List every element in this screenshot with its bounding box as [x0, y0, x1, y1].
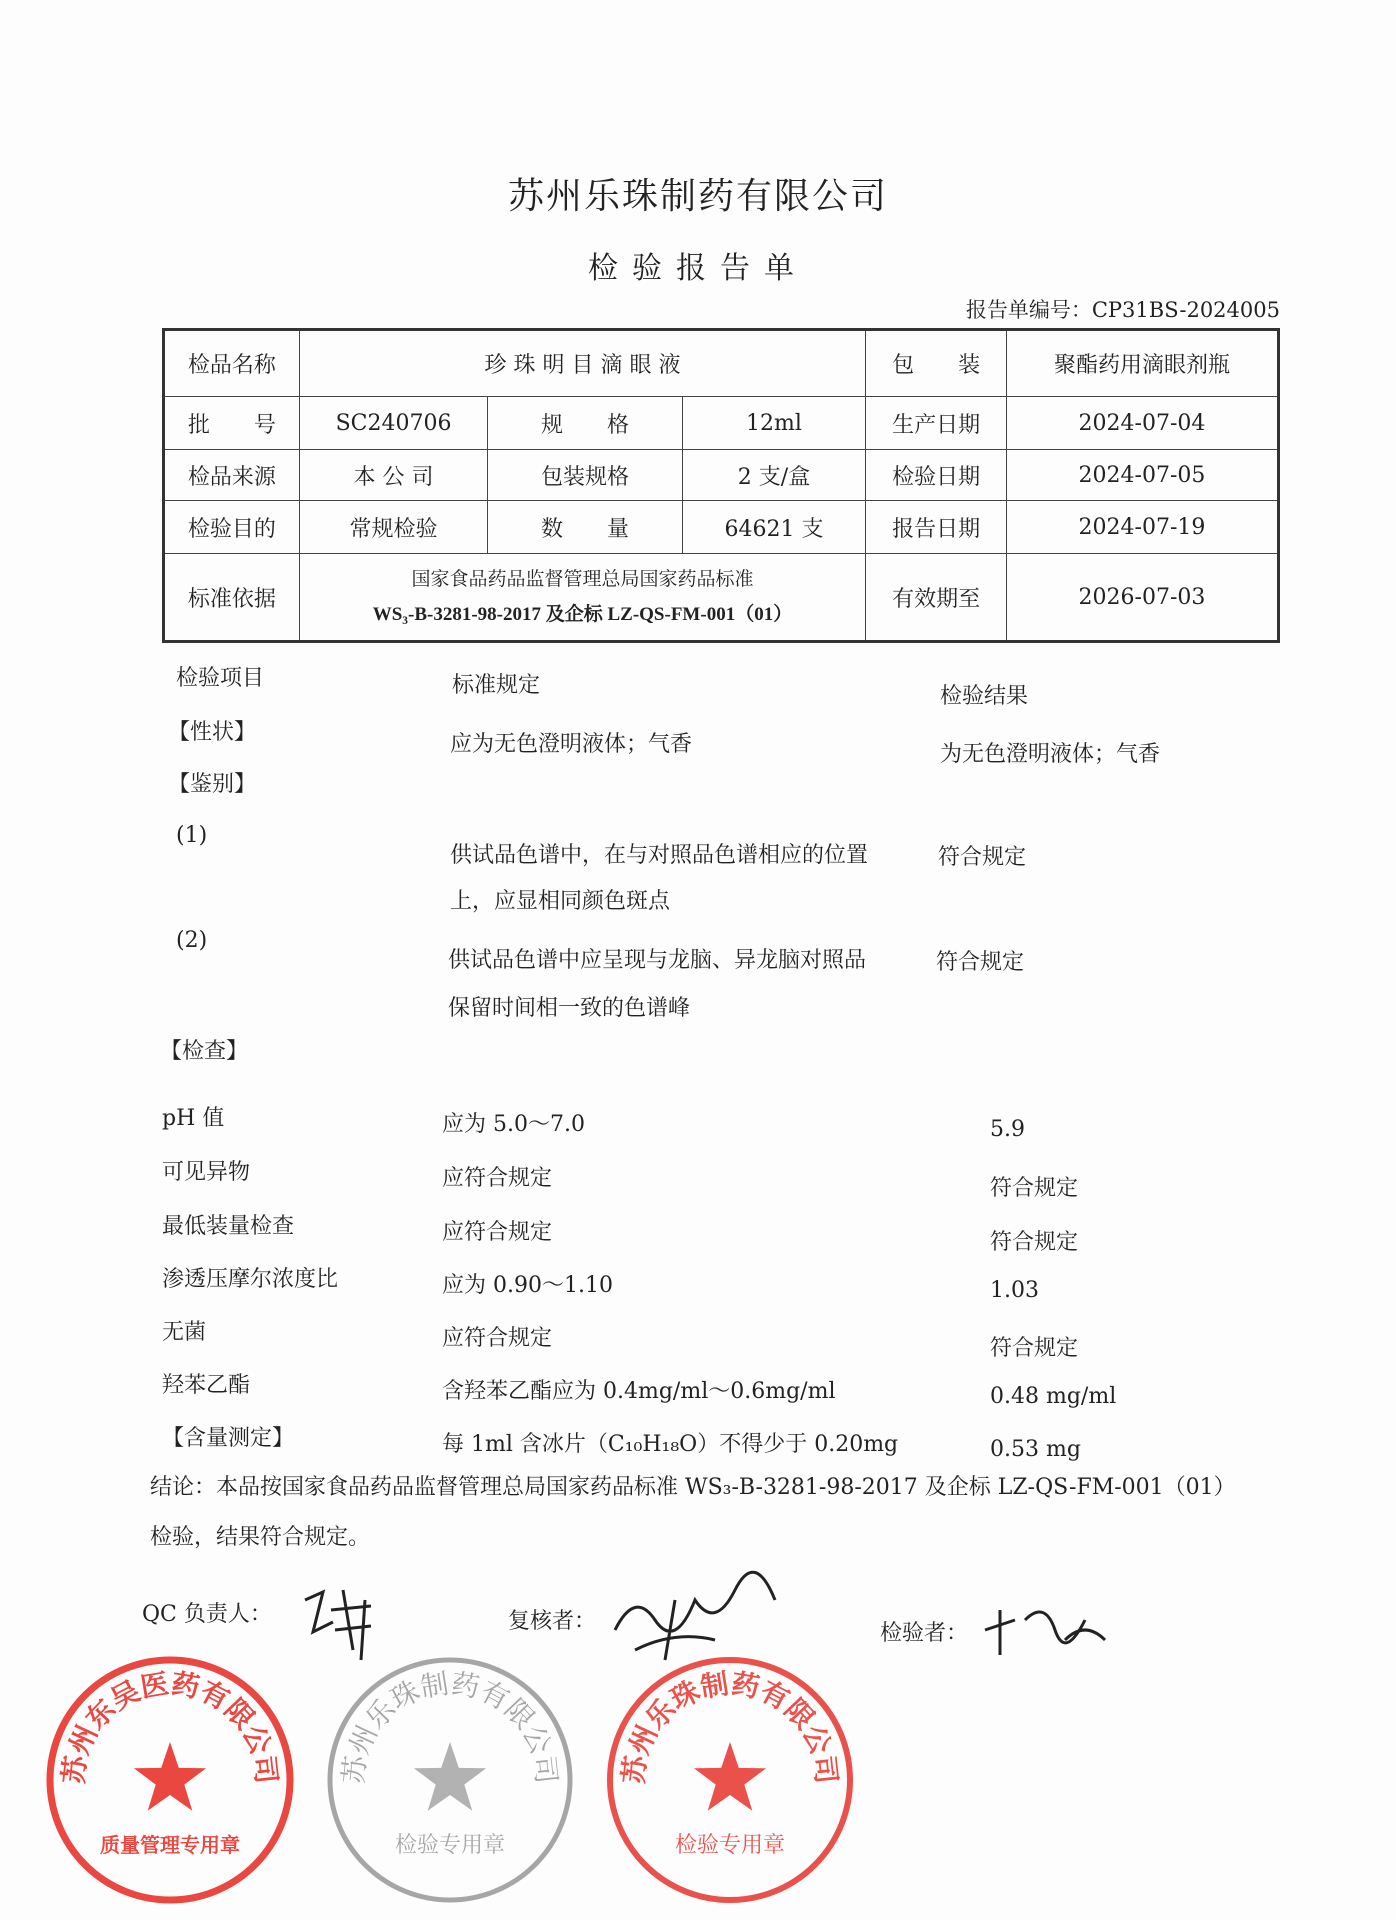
label: 检验目的 [164, 501, 300, 554]
label: 标准依据 [164, 554, 300, 642]
label: 检品来源 [164, 450, 300, 501]
source: 本 公 司 [299, 450, 488, 501]
check-item: pH 值 [162, 1106, 225, 1131]
inspector-label: 检验者： [880, 1621, 969, 1646]
production-date: 2024-07-04 [1006, 397, 1278, 450]
qc-label: QC 负责人： [142, 1602, 272, 1627]
label: 生产日期 [866, 397, 1007, 450]
gray-stamp [330, 1660, 570, 1900]
check-item: 【含量测定】 [162, 1426, 295, 1451]
reviewer-label: 复核者： [508, 1609, 597, 1634]
check-std: 应为 5.0～7.0 [442, 1112, 585, 1137]
check-res: 0.48 mg/ml [990, 1384, 1117, 1409]
result: 为无色澄明液体；气香 [940, 742, 1161, 767]
product-name: 珍 珠 明 目 滴 眼 液 [299, 330, 866, 397]
label: 包 装 [866, 330, 1007, 397]
star-icon [414, 1742, 486, 1811]
stamp-text: 检验专用章 [394, 1833, 506, 1858]
stamp-text: 苏州乐珠制药有限公司 [336, 1666, 564, 1786]
report-date: 2024-07-19 [1006, 501, 1278, 554]
report-title: 检验报告单 [588, 251, 808, 286]
standard: 保留时间相一致的色谱峰 [448, 996, 691, 1021]
quantity: 64621 支 [682, 501, 865, 554]
col-header-standard: 标准规定 [452, 673, 541, 698]
check-res: 符合规定 [990, 1176, 1079, 1201]
check-std: 含羟苯乙酯应为 0.4mg/ml～0.6mg/ml [442, 1379, 836, 1404]
label: 规 格 [488, 397, 682, 450]
stamp-text: 苏州乐珠制药有限公司 [616, 1666, 844, 1786]
standard: 应为无色澄明液体；气香 [450, 732, 693, 757]
spec: 12ml [682, 397, 865, 450]
check-res: 符合规定 [990, 1230, 1079, 1255]
section-jiancha: 【检查】 [160, 1039, 249, 1064]
check-std: 应符合规定 [442, 1326, 553, 1351]
check-std: 应符合规定 [442, 1220, 553, 1245]
standard: 供试品色谱中，在与对照品色谱相应的位置 [450, 843, 869, 868]
label: 有效期至 [866, 554, 1007, 642]
packaging: 聚酯药用滴眼剂瓶 [1006, 330, 1278, 397]
inspector-signature [985, 1610, 1105, 1655]
qc-signature [305, 1590, 371, 1660]
check-res: 5.9 [990, 1117, 1025, 1142]
basis-line: WS₃-B-3281-98-2017 及企标 LZ-QS-FM-001（01） [372, 604, 793, 625]
report-number: 报告单编号：CP31BS-2024005 [965, 298, 1280, 322]
section-jianbie: 【鉴别】 [168, 772, 257, 797]
label: 报告日期 [866, 501, 1007, 554]
check-std: 应为 0.90～1.10 [442, 1273, 613, 1298]
label: 检品名称 [164, 330, 300, 397]
company-name: 苏州乐珠制药有限公司 [507, 176, 888, 217]
result: 符合规定 [938, 845, 1027, 870]
basis-line: 国家食品药品监督管理总局国家药品标准 [411, 568, 754, 590]
label: 数 量 [488, 501, 682, 554]
col-header-result: 检验结果 [940, 684, 1029, 709]
label: 检验日期 [866, 450, 1007, 501]
label: 包装规格 [488, 450, 682, 501]
valid-until: 2026-07-03 [1006, 554, 1278, 642]
pack-spec: 2 支/盒 [682, 450, 865, 501]
check-item: 渗透压摩尔浓度比 [162, 1267, 339, 1292]
item: (1) [176, 823, 208, 848]
check-std: 每 1ml 含冰片（C₁₀H₁₈O）不得少于 0.20mg [442, 1432, 899, 1457]
standard: 上，应显相同颜色斑点 [450, 889, 671, 914]
section-xingzhuang: 【性状】 [168, 720, 257, 745]
conclusion: 结论：本品按国家食品药品监督管理总局国家药品标准 WS₃-B-3281-98-2017 及企标 LZ-QS-FM-001（01） [150, 1475, 1236, 1500]
stamp-text: 质量管理专用章 [100, 1833, 240, 1857]
stamp-text: 苏州东吴医药有限公司 [56, 1666, 284, 1786]
standard: 供试品色谱中应呈现与龙脑、异龙脑对照品 [448, 948, 867, 973]
stamp-text: 检验专用章 [674, 1833, 786, 1858]
check-item: 可见异物 [162, 1160, 251, 1185]
test-date: 2024-07-05 [1006, 450, 1278, 501]
purpose: 常规检验 [299, 501, 488, 554]
result: 符合规定 [936, 950, 1025, 975]
label: 批 号 [164, 397, 300, 450]
batch-no: SC240706 [299, 397, 488, 450]
check-res: 符合规定 [990, 1336, 1079, 1361]
check-res: 0.53 mg [990, 1437, 1081, 1462]
star-icon [694, 1742, 766, 1811]
conclusion: 检验，结果符合规定。 [150, 1525, 371, 1550]
reviewer-signature [615, 1572, 775, 1660]
center-red-stamp [610, 1660, 850, 1900]
signatures [305, 1572, 1105, 1660]
check-item: 无菌 [162, 1320, 207, 1345]
check-res: 1.03 [990, 1278, 1039, 1303]
check-item: 最低装量检查 [162, 1214, 295, 1239]
check-item: 羟苯乙酯 [162, 1373, 251, 1398]
col-header-item: 检验项目 [176, 666, 265, 691]
check-std: 应符合规定 [442, 1166, 553, 1191]
star-icon [134, 1742, 206, 1811]
left-red-stamp [50, 1660, 290, 1900]
item: (2) [176, 928, 208, 953]
